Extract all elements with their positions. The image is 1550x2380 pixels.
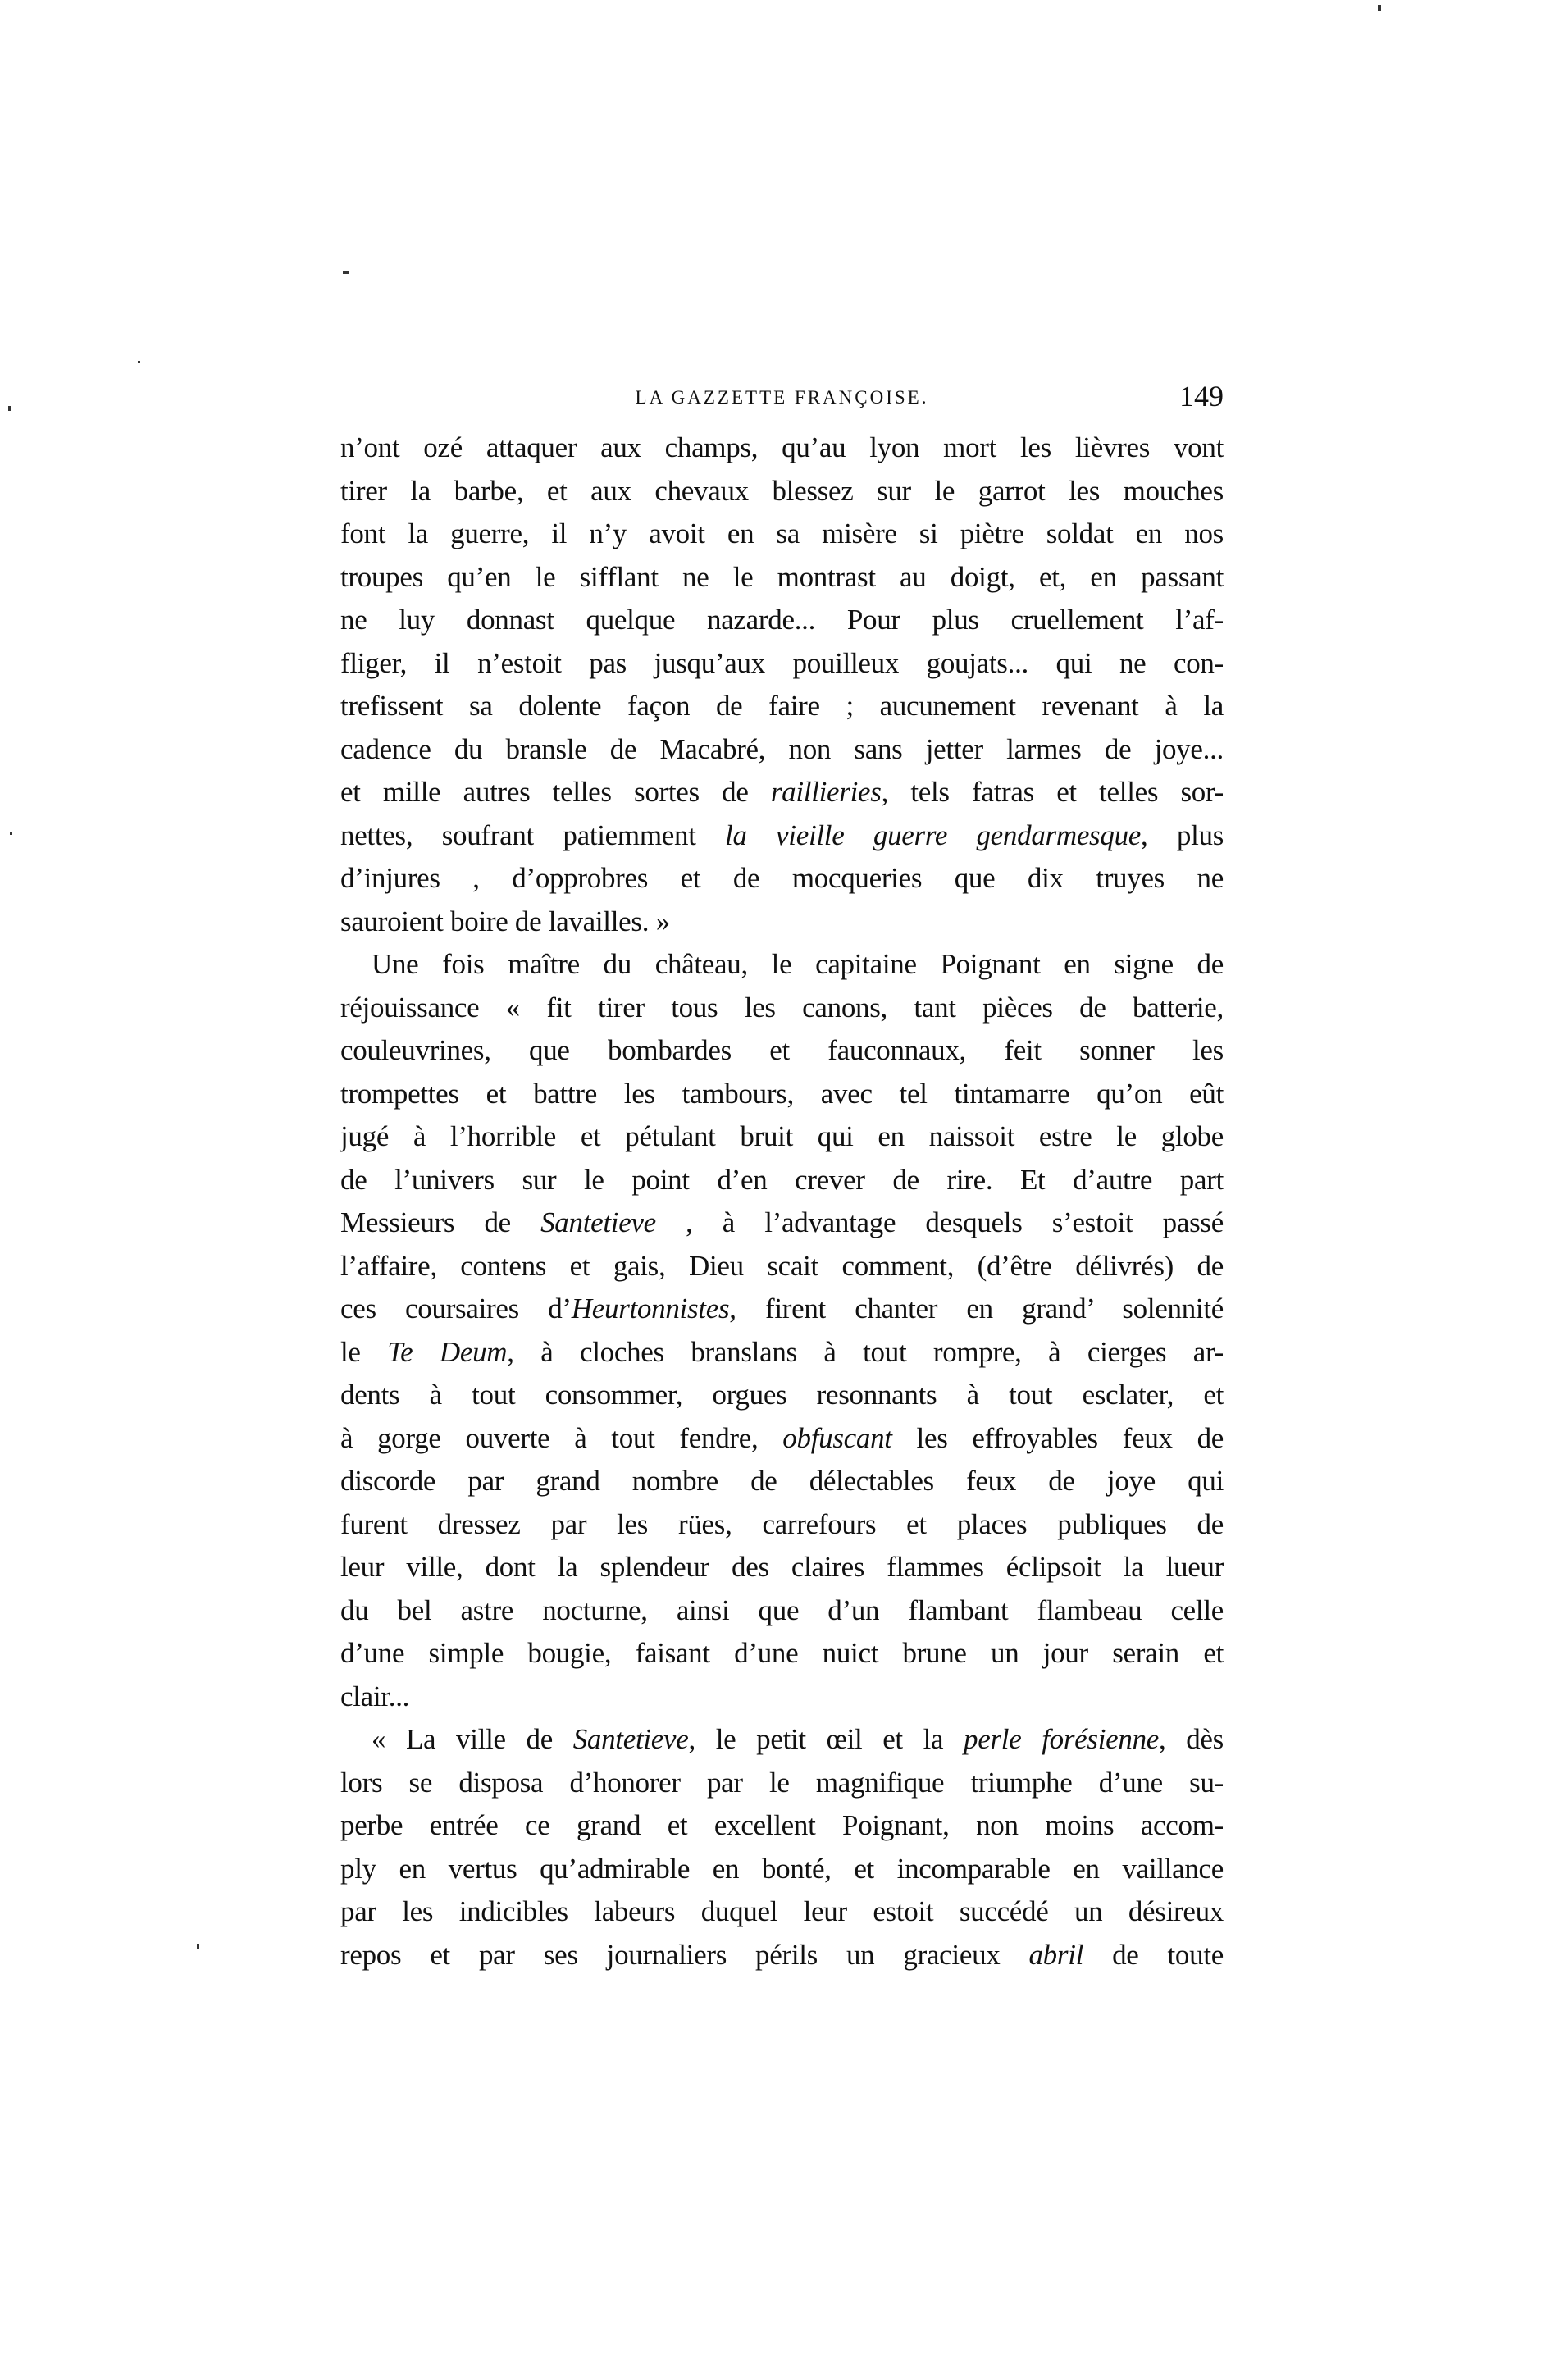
text: d’injures , d’opprobres et de mocqueries que dix truyes ne <box>340 862 1224 894</box>
text-line <box>340 1589 1224 1633</box>
text: d’une simple bougie, faisant d’une nuict brune un jour serain et <box>340 1637 1224 1669</box>
scan-mark <box>1378 5 1381 11</box>
text-line <box>340 1245 1224 1288</box>
text-line <box>340 1632 1224 1676</box>
text: l’affaire, contens et gais, Dieu scait comment, (d’être délivrés) de <box>340 1249 1224 1282</box>
text-line <box>340 1417 1224 1461</box>
text: couleuvrines, que bombardes et fauconnaux, feit sonner les <box>340 1034 1224 1066</box>
text-line <box>340 426 1224 470</box>
text-line <box>340 1374 1224 1417</box>
text: , plus <box>1141 818 1224 851</box>
scan-mark <box>10 832 12 835</box>
italic-text: la vieille guerre gendarmesque <box>725 818 1142 851</box>
text: le <box>340 1335 388 1368</box>
text: sauroient boire de lavailles. » <box>340 905 670 937</box>
italic-text: Te Deum <box>387 1335 508 1368</box>
italic-text: perle forésienne <box>964 1723 1160 1755</box>
text: , le petit œil et la <box>688 1723 964 1755</box>
text-line <box>340 1288 1224 1331</box>
text: trefissent sa dolente façon de faire ; aucunement revenant à la <box>340 690 1224 722</box>
text-line <box>340 642 1224 686</box>
text-line <box>340 1718 1224 1762</box>
text: , à cloches branslans à tout rompre, à cierges ar- <box>507 1335 1224 1368</box>
text-line <box>340 513 1224 556</box>
italic-text: abril <box>1028 1938 1084 1971</box>
text: repos et par ses journaliers périls un gracieux <box>340 1938 1029 1971</box>
text: de toute <box>1083 1938 1224 1971</box>
text: troupes qu’en le sifflant ne le montrast au doigt, et, en passant <box>340 560 1224 593</box>
text-line <box>340 1503 1224 1547</box>
italic-text: obfuscant <box>782 1421 892 1454</box>
text-line <box>340 987 1224 1030</box>
body-text <box>340 426 1224 1976</box>
text-line <box>340 1073 1224 1116</box>
text: jugé à l’horrible et pétulant bruit qui en naissoit estre le globe <box>340 1120 1224 1152</box>
text: Une fois maître du château, le capitaine Poignant en signe de <box>372 948 1224 980</box>
running-title: LA GAZZETTE FRANÇOISE. <box>635 387 929 408</box>
text: ne luy donnast quelque nazarde... Pour plus cruellement l’af- <box>340 604 1224 636</box>
text: discorde par grand nombre de délectables feux de joye qui <box>340 1465 1224 1497</box>
text: , tels fatras et telles sor- <box>881 776 1224 808</box>
text-line <box>340 1546 1224 1589</box>
scan-mark <box>343 271 349 274</box>
scan-mark <box>8 406 11 411</box>
text: fliger, il n’estoit pas jusqu’aux pouilleux goujats... qui ne con- <box>340 646 1224 679</box>
text: perbe entrée ce grand et excellent Poignant, non moins accom- <box>340 1809 1224 1841</box>
text: font la guerre, il n’y avoit en sa misère si piètre soldat en nos <box>340 517 1224 549</box>
text: de l’univers sur le point d’en crever de rire. Et d’autre part <box>340 1163 1224 1196</box>
text: dents à tout consommer, orgues resonnants à tout esclater, et <box>340 1379 1224 1411</box>
italic-text: Santetieve <box>540 1206 656 1238</box>
italic-text: Heurtonnistes <box>571 1293 730 1325</box>
text: lors se disposa d’honorer par le magnifique triumphe d’une su- <box>340 1766 1224 1799</box>
text-line <box>340 943 1224 987</box>
text-line <box>340 1890 1224 1934</box>
text-line <box>340 857 1224 900</box>
text: les effroyables feux de <box>891 1421 1224 1454</box>
text: ply en vertus qu’admirable en bonté, et incomparable en vaillance <box>340 1852 1224 1885</box>
text-line <box>340 1762 1224 1805</box>
text-line <box>340 1460 1224 1503</box>
text: furent dressez par les rües, carrefours et places publiques de <box>340 1507 1224 1540</box>
text: tirer la barbe, et aux chevaux blessez sur le garrot les mouches <box>340 474 1224 507</box>
scan-mark <box>197 1944 199 1949</box>
text: par les indicibles labeurs duquel leur estoit succédé un désireux <box>340 1895 1224 1927</box>
text-line <box>340 599 1224 642</box>
text-line <box>340 1848 1224 1891</box>
italic-text: Santetieve <box>572 1723 689 1755</box>
text-line <box>340 556 1224 600</box>
text-line <box>340 1676 1224 1719</box>
text: , dès <box>1159 1723 1224 1755</box>
text: du bel astre nocturne, ainsi que d’un flambant flambeau celle <box>340 1594 1224 1626</box>
text-line <box>340 1804 1224 1848</box>
italic-text: raillieries <box>770 776 882 808</box>
text-line <box>340 685 1224 728</box>
text-line <box>340 470 1224 513</box>
page-header <box>340 379 1224 417</box>
text-line <box>340 1159 1224 1202</box>
text: clair... <box>340 1680 410 1712</box>
text-line <box>340 900 1224 944</box>
text-line <box>340 1331 1224 1375</box>
text: , à l’advantage desquels s’estoit passé <box>655 1206 1224 1238</box>
text: leur ville, dont la splendeur des claires flammes éclipsoit la lueur <box>340 1551 1224 1583</box>
text-line <box>340 1115 1224 1159</box>
text-line <box>340 728 1224 772</box>
text-line <box>340 1029 1224 1073</box>
text: et mille autres telles sortes de <box>340 776 771 808</box>
paragraph <box>340 943 1224 1718</box>
text: n’ont ozé attaquer aux champs, qu’au lyon mort les lièvres vont <box>340 431 1224 463</box>
text: ces coursaires d’ <box>340 1293 572 1325</box>
text-line <box>340 1201 1224 1245</box>
text: à gorge ouverte à tout fendre, <box>340 1421 783 1454</box>
page-number: 149 <box>1179 380 1224 413</box>
text: Messieurs de <box>340 1206 541 1238</box>
text: nettes, soufrant patiemment <box>340 818 726 851</box>
text: « La ville de <box>372 1723 573 1755</box>
text-line <box>340 1934 1224 1977</box>
text: , firent chanter en grand’ solennité <box>729 1293 1224 1325</box>
text: réjouissance « fit tirer tous les canons, tant pièces de batterie, <box>340 991 1224 1024</box>
text: trompettes et battre les tambours, avec tel tintamarre qu’on eût <box>340 1077 1224 1110</box>
paragraph <box>340 426 1224 943</box>
text-line <box>340 814 1224 858</box>
text-line <box>340 771 1224 814</box>
text: cadence du bransle de Macabré, non sans jetter larmes de joye... <box>340 732 1224 765</box>
scan-mark <box>138 361 140 363</box>
paragraph <box>340 1718 1224 1976</box>
